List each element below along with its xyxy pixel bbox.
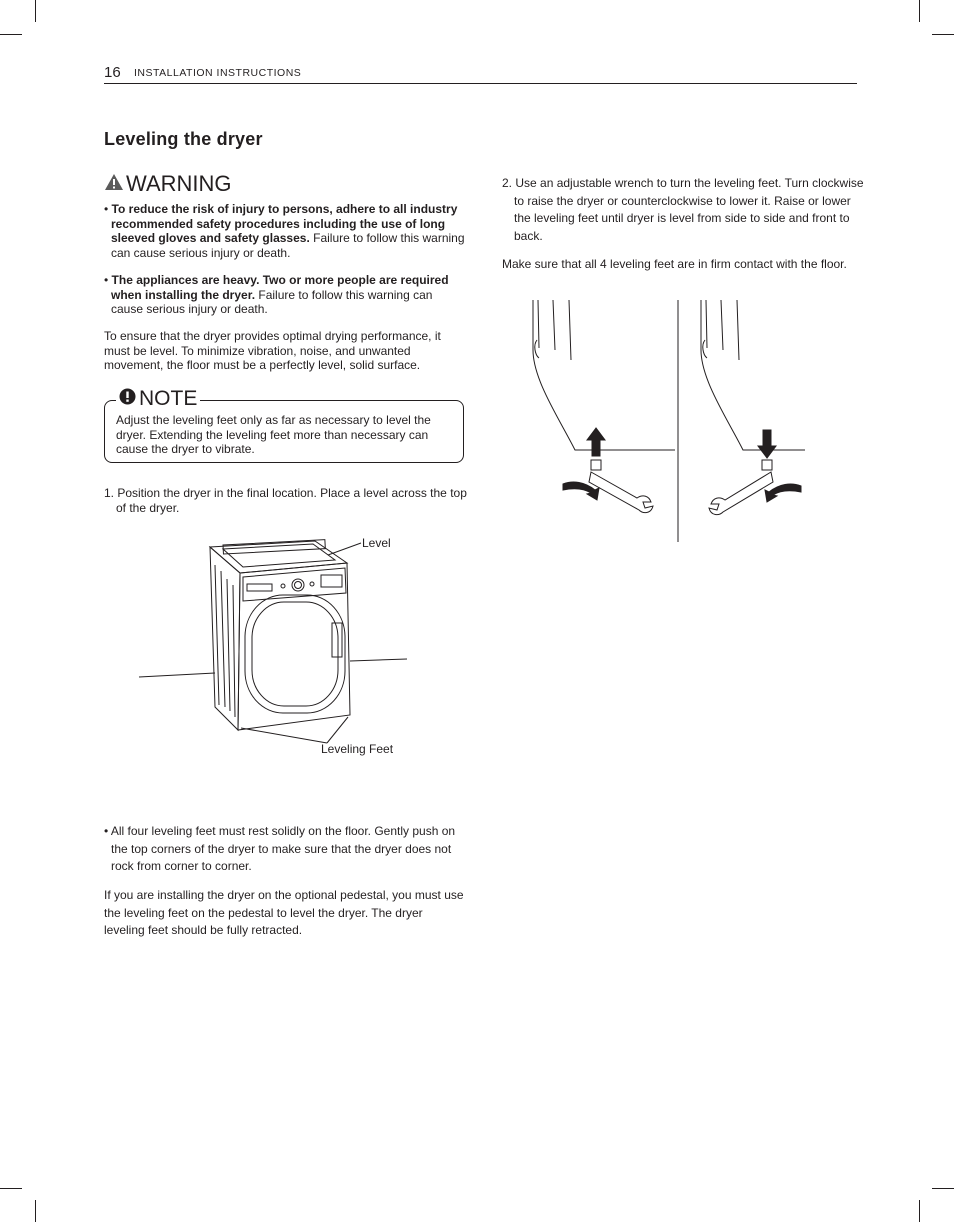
warning-item-1: • To reduce the risk of injury to persons, adhere to all industry recommended safety procedures including the use of long sleeved gloves and safety glasses. Failure to follow this warning can cause serious injury or death. [104,202,465,260]
step-2: 2. Use an adjustable wrench to turn the leveling feet. Turn clockwise to raise the dryer or counterclockwise to lower it. Raise or lower the leveling feet until dryer is level from side to side and front to back. [502,176,864,243]
warning-item-text: Failure to follow this warning can cause serious injury or death. [111,287,433,316]
crop-mark [35,1200,36,1222]
dryer-level-illustration [135,535,415,765]
level-label: Level [362,536,391,550]
crop-mark [0,1188,22,1189]
section-label: INSTALLATION INSTRUCTIONS [134,67,302,79]
leveling-feet-label: Leveling Feet [321,742,394,756]
crop-mark [919,1200,920,1222]
pedestal-paragraph: If you are installing the dryer on the optional pedestal, you must use the leveling feet on the pedestal to level the dryer. The dryer leveling feet should be fully retracted. [104,888,464,937]
raise-foot [563,428,653,513]
warning-triangle-icon [104,171,124,197]
note-heading [116,387,200,411]
crop-mark [35,0,36,22]
intro-paragraph: To ensure that the dryer provides optimal drying performance, it must be level. To minimize vibration, noise, and unwanted movement, the floor must be a perfectly level, solid surface. [104,329,441,372]
warning-heading [104,171,232,197]
crop-mark [0,34,22,35]
step-1: 1. Position the dryer in the final location. Place a level across the top of the dryer. [104,486,467,515]
note-heading-text: NOTE [139,387,198,410]
leveling-feet-wrench-illustration [525,300,805,542]
lower-foot [709,430,801,515]
warning-item-bold: The appliances are heavy. Two or more people are required when installing the dryer. [111,273,449,302]
warning-item-2: • The appliances are heavy. Two or more people are required when installing the dryer. Failure to follow this warning can cause serious injury or death. [104,273,449,316]
crop-mark [932,1188,954,1189]
page-title: Leveling the dryer [104,129,263,149]
crop-mark [932,34,954,35]
warning-heading-text: WARNING [126,171,232,196]
page-number: 16 [104,64,121,81]
warning-item-text: Failure to follow this warning can cause serious injury or death. [111,231,465,260]
note-body: Adjust the leveling feet only as far as necessary to level the dryer. Extending the leveling feet more than necessary can cause the dryer to vibrate. [116,413,431,456]
header-rule [104,83,857,84]
warning-item-bold: To reduce the risk of injury to persons, adhere to all industry recommended safety procedures including the use of long sleeved gloves and safety glasses. [111,202,458,245]
crop-mark [919,0,920,22]
exclamation-circle-icon [119,387,136,411]
feet-bullet: • All four leveling feet must rest solidly on the floor. Gently push on the top corners of the dryer to make sure that the dryer does not rock from corner to corner. [104,824,456,873]
make-sure-paragraph: Make sure that all 4 leveling feet are in firm contact with the floor. [502,257,847,271]
